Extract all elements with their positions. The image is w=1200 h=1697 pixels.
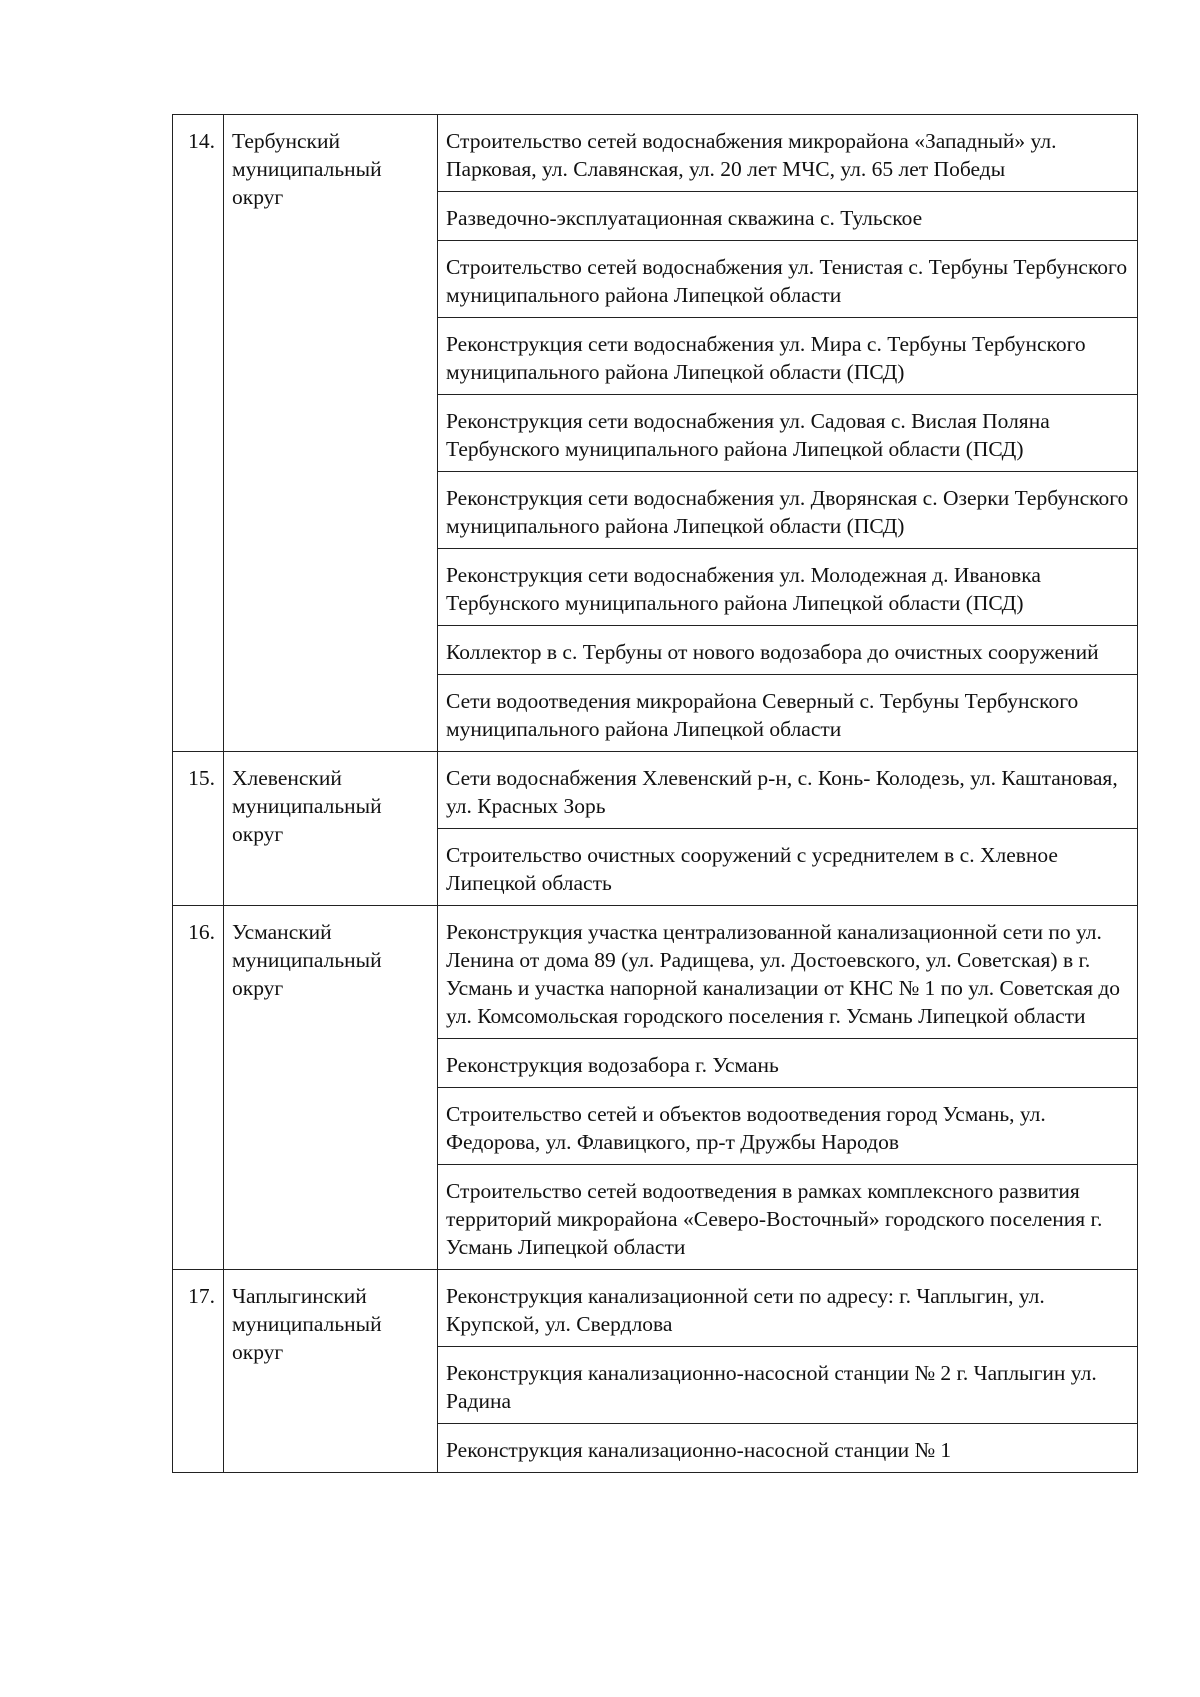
project-text: Реконструкция сети водоснабжения ул. Садовая с. Вислая Поляна Тербунского муниципального района Липецкой области (ПСД)	[446, 409, 1050, 461]
row-number: 15.	[188, 766, 215, 790]
project-cell	[438, 1039, 1138, 1088]
row-number-cell	[173, 1270, 224, 1473]
project-cell	[438, 1165, 1138, 1270]
table-row	[173, 1270, 1138, 1347]
project-text: Реконструкция сети водоснабжения ул. Мира с. Тербуны Тербунского муниципального района Липецкой области (ПСД)	[446, 332, 1086, 384]
project-cell	[438, 1088, 1138, 1165]
district-name: Хлевенский муниципальный округ	[232, 766, 382, 846]
row-number-cell	[173, 115, 224, 752]
project-text: Реконструкция водозабора г. Усмань	[446, 1053, 779, 1077]
table-row	[173, 906, 1138, 1039]
project-cell	[438, 829, 1138, 906]
project-text: Строительство сетей и объектов водоотведения город Усмань, ул. Федорова, ул. Флавицкого, пр-т Дружбы Народов	[446, 1102, 1046, 1154]
table-row	[173, 115, 1138, 192]
project-text: Реконструкция сети водоснабжения ул. Дворянская с. Озерки Тербунского муниципального района Липецкой области (ПСД)	[446, 486, 1129, 538]
project-text: Строительство сетей водоснабжения ул. Тенистая с. Тербуны Тербунского муниципального района Липецкой области	[446, 255, 1128, 307]
project-text: Разведочно-эксплуатационная скважина с. Тульское	[446, 206, 923, 230]
project-text: Реконструкция канализационно-насосной станции № 2 г. Чаплыгин ул. Радина	[446, 1361, 1097, 1413]
project-text: Строительство очистных сооружений с усреднителем в с. Хлевное Липецкой область	[446, 843, 1058, 895]
project-text: Реконструкция канализационной сети по адресу: г. Чаплыгин, ул. Крупской, ул. Свердлова	[446, 1284, 1045, 1336]
district-cell	[224, 752, 438, 906]
project-cell	[438, 1347, 1138, 1424]
district-cell	[224, 115, 438, 752]
project-cell	[438, 1424, 1138, 1473]
project-text: Реконструкция сети водоснабжения ул. Молодежная д. Ивановка Тербунского муниципального района Липецкой области (ПСД)	[446, 563, 1041, 615]
project-cell	[438, 472, 1138, 549]
district-cell	[224, 1270, 438, 1473]
project-cell	[438, 1270, 1138, 1347]
row-number-cell	[173, 906, 224, 1270]
projects-table-body	[173, 115, 1138, 1473]
project-text: Сети водоотведения микрорайона Северный с. Тербуны Тербунского муниципального района Липецкой области	[446, 689, 1079, 741]
project-text: Коллектор в с. Тербуны от нового водозабора до очистных сооружений	[446, 640, 1099, 664]
project-text: Строительство сетей водоснабжения микрорайона «Западный» ул. Парковая, ул. Славянская, ул. 20 лет МЧС, ул. 65 лет Победы	[446, 129, 1057, 181]
row-number: 14.	[188, 129, 215, 153]
project-cell	[438, 906, 1138, 1039]
project-cell	[438, 241, 1138, 318]
project-cell	[438, 549, 1138, 626]
project-cell	[438, 395, 1138, 472]
project-cell	[438, 192, 1138, 241]
project-cell	[438, 318, 1138, 395]
district-name: Чаплыгинский муниципальный округ	[232, 1284, 382, 1364]
project-text: Реконструкция участка централизованной канализационной сети по ул. Ленина от дома 89 (ул. Радищева, ул. Достоевского, ул. Советская) в г. Усмань и участка напорной канализации от КНС № 1 по ул. Советская до ул. Комсомольская городского поселения г. Усмань Липецкой области	[446, 920, 1121, 1028]
row-number: 17.	[188, 1284, 215, 1308]
project-text: Реконструкция канализационно-насосной станции № 1	[446, 1438, 952, 1462]
projects-table	[172, 114, 1138, 1473]
project-cell	[438, 115, 1138, 192]
project-cell	[438, 626, 1138, 675]
project-cell	[438, 752, 1138, 829]
table-row	[173, 752, 1138, 829]
project-text: Сети водоснабжения Хлевенский р-н, с. Конь- Колодезь, ул. Каштановая, ул. Красных Зорь	[446, 766, 1118, 818]
row-number-cell	[173, 752, 224, 906]
district-cell	[224, 906, 438, 1270]
project-text: Строительство сетей водоотведения в рамках комплексного развития территорий микрорайона «Северо-Восточный» городского поселения г. Усмань Липецкой области	[446, 1179, 1103, 1259]
district-name: Усманский муниципальный округ	[232, 920, 382, 1000]
row-number: 16.	[188, 920, 215, 944]
district-name: Тербунский муниципальный округ	[232, 129, 382, 209]
project-cell	[438, 675, 1138, 752]
